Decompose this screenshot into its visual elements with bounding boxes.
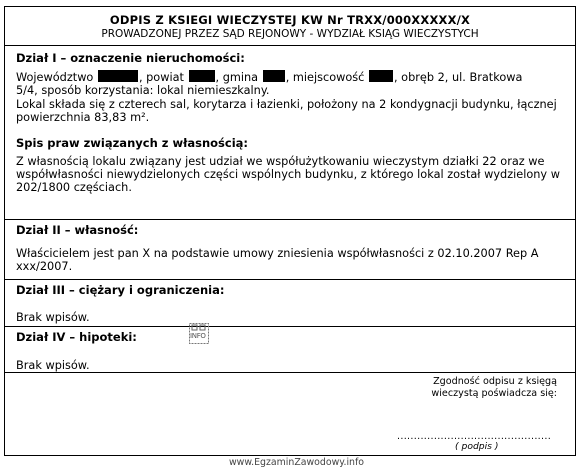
property-location (16, 70, 564, 98)
section-2-heading: Dział II – własność: (16, 223, 139, 237)
location-rest-line2: 5/4, sposób korzystania: lokal niemieszkalny. (16, 84, 270, 98)
redaction-block (369, 70, 393, 82)
section-4-heading: Dział IV – hipoteki: (16, 330, 137, 344)
section-1-property-designation (5, 46, 575, 220)
info-stamp-icon (189, 323, 209, 344)
voivodeship-label: Województwo (16, 71, 94, 84)
property-description: Lokal składa się z czterech sal, korytarza i łazienki, położony na 2 kondygnacji budynku, łącznej powierzchnia 83,83 m². (16, 97, 557, 125)
commune-label: , gmina (215, 71, 259, 84)
rights-heading: Spis praw związanych z własnością: (16, 135, 249, 150)
certification-text: Zgodność odpisu z księgą wieczystą poświadcza się: (431, 376, 557, 400)
mortgages-text: Brak wpisów. (16, 359, 90, 372)
rights-text: Z własnością lokalu związany jest udział we współużytkowaniu wieczystym działki 22 oraz we współwłasności niewydzielonych części wspólnych budynku, z którego lokal został wydzielony w 202/1800 częściach. (16, 154, 560, 195)
encumbrances-text: Brak wpisów. (16, 311, 90, 324)
stamp-label: INFO (190, 332, 206, 340)
county-label: , powiat (138, 71, 184, 84)
section-3-encumbrances (5, 280, 575, 327)
land-register-extract (4, 6, 576, 456)
redaction-block (189, 70, 215, 82)
redaction-block (98, 70, 138, 82)
watermark-text: www.EgzaminZawodowy.info (229, 457, 365, 468)
section-2-ownership (5, 220, 575, 280)
document-subtitle: PROWADZONEJ PRZEZ SĄD REJONOWY - WYDZIAŁ KSIĄG WIECZYSTYCH (101, 28, 479, 40)
section-3-heading: Dział III – ciężary i ograniczenia: (16, 283, 225, 297)
section-4-mortgages (5, 327, 575, 373)
document-title: ODPIS Z KSIEGI WIECZYSTEJ KW Nr TRXX/000XXXXX/X (109, 13, 471, 27)
certification-area (5, 373, 575, 455)
locality-label: , miejscowość (285, 71, 365, 84)
section-1-heading: Dział I – oznaczenie nieruchomości: (16, 51, 245, 65)
location-rest-line1: , obręb 2, ul. Bratkowa (393, 71, 523, 84)
signature-label: ( podpis ) (455, 441, 499, 452)
signature-line: .............................................. (397, 431, 552, 442)
redaction-block (263, 70, 285, 82)
document-header (5, 7, 575, 46)
ownership-text: Właścicielem jest pan X na podstawie umowy zniesienia współwłasności z 02.10.2007 Rep A xxx/2007. (16, 247, 539, 274)
